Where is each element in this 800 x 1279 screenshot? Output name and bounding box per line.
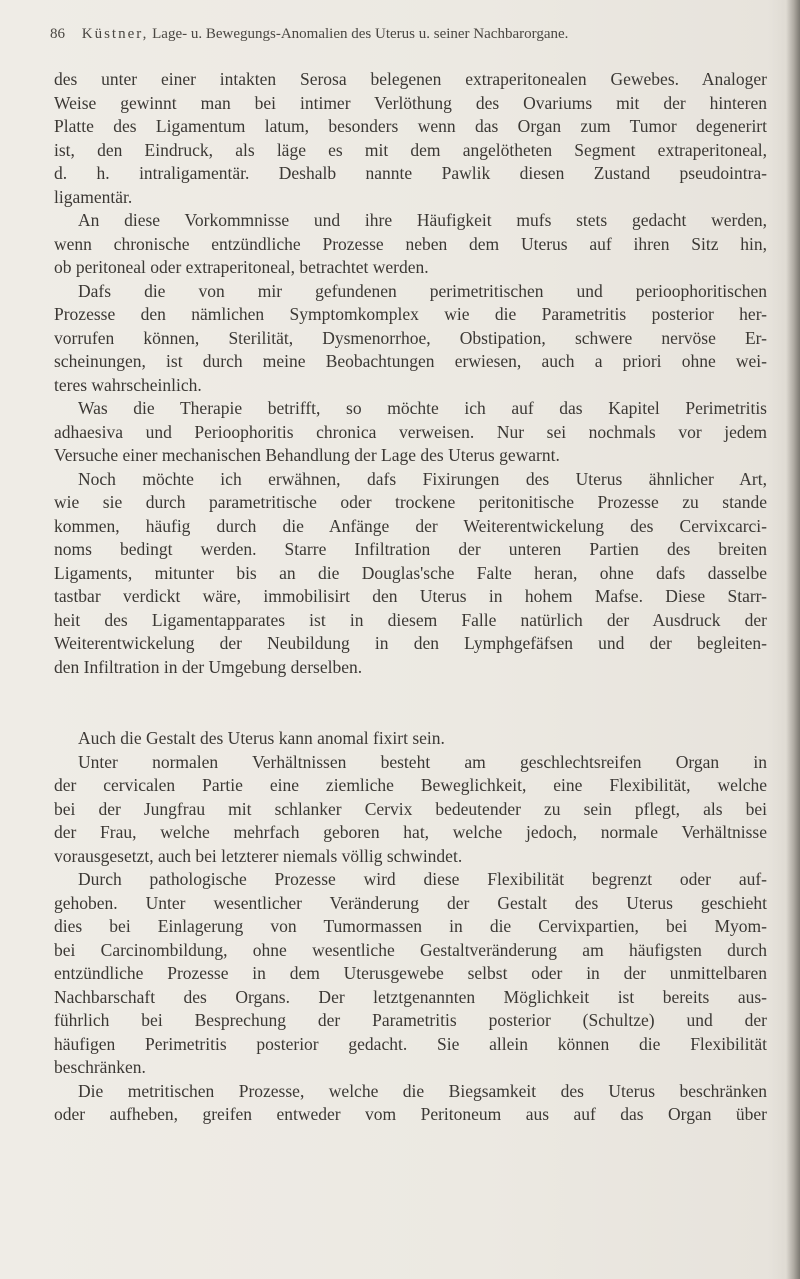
text-line: Noch möchte ich erwähnen, dafs Fixirungen des Uterus ähnlicher Art, [78,468,767,489]
text-line: des unter einer intakten Serosa belegenen extraperitonealen Gewebes. Analoger [54,69,767,89]
text-line: Platte des Ligamentum latum, besonders wenn das Organ zum Tumor degenerirt [54,116,767,136]
text-line: häufigen Perimetritis posterior gedacht. Sie allein können die Flexibilität [54,1033,767,1054]
page-edge-shadow [786,0,800,1279]
text-line: der cervicalen Partie eine ziemliche Beweglichkeit, eine Flexibilität, welche [54,775,767,795]
text-line: noms bedingt werden. Starre Infiltration der unteren Partien des breiten [54,539,767,559]
text-line: heit des Ligamentapparates ist in diesem Falle natürlich der Ausdruck der [54,609,767,630]
text-line: oder aufheben, greifen entweder vom Peritoneum aus auf das Organ über [54,1104,767,1124]
text-line: Nachbarschaft des Organs. Der letztgenannten Möglichkeit ist bereits aus- [54,986,767,1007]
text-line: den Infiltration in der Umgebung derselben. [54,656,363,677]
text-line: vorausgesetzt, auch bei letzterer niemals völlig schwindet. [54,845,463,866]
section-break [54,679,767,727]
running-header-title: Lage- u. Bewegungs-Anomalien des Uterus u. seiner Nachbarorgane. [152,26,569,42]
text-line: vorrufen können, Sterilität, Dysmenorrhoe, Obstipation, schwere nervöse Er- [54,327,767,348]
text-line: wie sie durch parametritische oder trockene peritonitische Prozesse zu stande [54,492,767,512]
text-line: An diese Vorkommnisse und ihre Häufigkeit mufs stets gedacht werden, [78,210,767,230]
text-line: bei der Jungfrau mit schlanker Cervix bedeutender zu sein pflegt, als bei [54,798,767,819]
text-line: beschränken. [54,1057,146,1077]
text-line: Ligaments, mitunter bis an die Douglas'sche Falte heran, ohne dafs dasselbe [54,562,767,583]
text-line: ligamentär. [54,186,133,207]
text-line: Die metritischen Prozesse, welche die Biegsamkeit des Uterus beschränken [78,1080,767,1101]
text-line: führlich bei Besprechung der Parametritis posterior (Schultze) und der [54,1010,767,1030]
running-header-author: Küstner, [81,26,149,42]
text-line: Prozesse den nämlichen Symptomkomplex wie die Parametritis posterior her- [54,304,767,324]
text-line: Weiterentwickelung der Neubildung in den Lymphgefäfsen und der begleiten- [54,633,767,653]
section-lead-line: Auch die Gestalt des Uterus kann anomal fixirt sein. [78,728,445,748]
text-line: entzündliche Prozesse in dem Uterusgewebe selbst oder in der unmittelbaren [54,963,767,983]
text-line: teres wahrscheinlich. [54,374,202,395]
page-number: 86 [50,26,65,42]
text-line: scheinungen, ist durch meine Beobachtungen erwiesen, auch a priori ohne wei- [54,351,767,371]
text-line: ob peritoneal oder extraperitoneal, betrachtet werden. [54,257,429,277]
text-line: Unter normalen Verhältnissen besteht am geschlechtsreifen Organ in [78,751,767,772]
text-line: Weise gewinnt man bei intimer Verlöthung des Ovariums mit der hinteren [54,92,767,113]
text-line: Was die Therapie betrifft, so möchte ich auf das Kapitel Perimetritis [78,398,767,418]
running-header [50,20,750,48]
text-line: gehoben. Unter wesentlicher Veränderung der Gestalt des Uterus geschieht [54,892,767,913]
text-line: der Frau, welche mehrfach geboren hat, welche jedoch, normale Verhältnisse [54,822,767,842]
text-line: Durch pathologische Prozesse wird diese Flexibilität begrenzt oder auf- [78,869,767,889]
text-line: Versuche einer mechanischen Behandlung der Lage des Uterus gewarnt. [54,445,560,465]
text-line: bei Carcinombildung, ohne wesentliche Gestaltveränderung am häufigsten durch [54,939,767,960]
body-text [54,68,767,1127]
text-line: ist, den Eindruck, als läge es mit dem angelötheten Segment extraperitoneal, [54,139,767,160]
text-line: adhaesiva und Perioophoritis chronica verweisen. Nur sei nochmals vor jedem [54,421,767,442]
text-line: d. h. intraligamentär. Deshalb nannte Pawlik diesen Zustand pseudointra- [54,163,767,183]
text-line: dies bei Einlagerung von Tumormassen in die Cervixpartien, bei Myom- [54,916,767,936]
text-line: Dafs die von mir gefundenen perimetritischen und perioophoritischen [78,280,767,301]
text-line: wenn chronische entzündliche Prozesse neben dem Uterus auf ihren Sitz hin, [54,233,767,254]
text-line: tastbar verdickt wäre, immobilisirt den Uterus in hohem Mafse. Diese Starr- [54,586,767,606]
text-line: kommen, häufig durch die Anfänge der Weiterentwickelung des Cervixcarci- [54,515,767,536]
